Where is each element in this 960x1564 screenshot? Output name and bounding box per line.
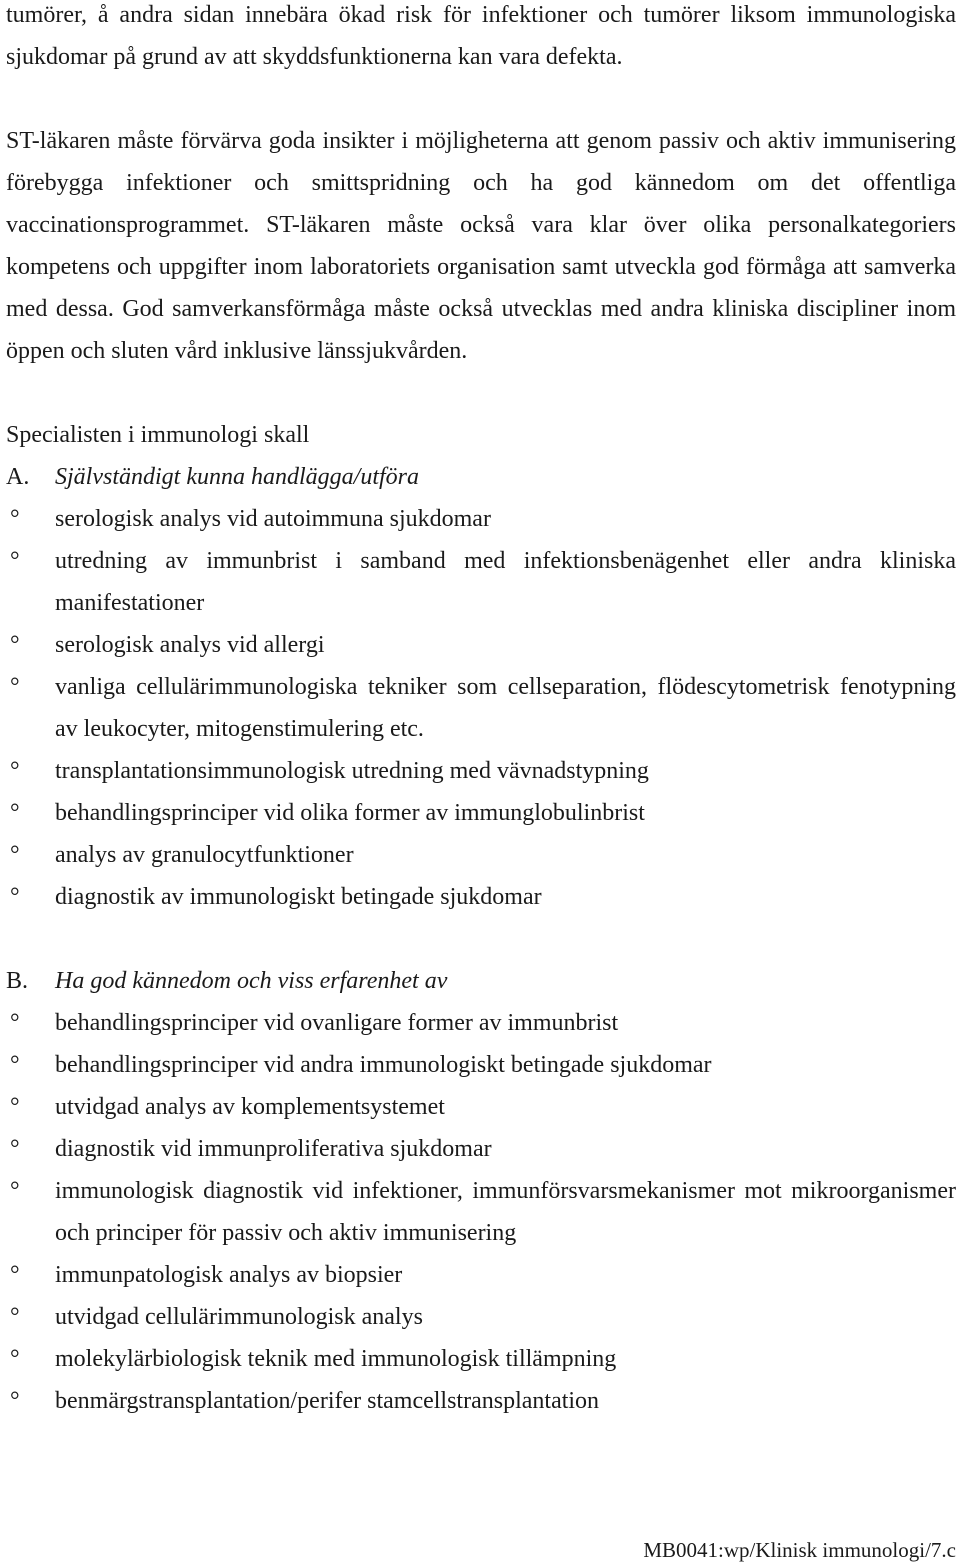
list-item [6,624,956,666]
list-item [6,750,956,792]
list-item-text: analys av granulocytfunktioner [55,842,354,868]
bullet-icon: ° [10,1304,20,1330]
list-item-text: transplantationsimmunologisk utredning med vävnadstypning [55,758,649,784]
bullet-icon: ° [10,506,20,532]
bullet-icon: ° [10,1010,20,1036]
list-item-text: diagnostik av immunologiskt betingade sjukdomar [55,884,542,910]
list-item-text: behandlingsprinciper vid andra immunologiskt betingade sjukdomar [55,1052,712,1078]
list-item-text: serologisk analys vid allergi [55,632,325,658]
st-lakaren-paragraph: ST-läkaren måste förvärva goda insikter i möjligheterna att genom passiv och aktiv immunisering förebygga infektioner och smittspridning och ha god kännedom om det offentliga vaccinationsprogrammet. ST-läkaren måste också vara klar över olika personalkategoriers kompetens och uppgifter inom laboratoriets organisation samt utveckla god förmåga att samverka med dessa. God samverkansförmåga måste också utvecklas med andra kliniska discipliner inom öppen och sluten vård inklusive länssjukvården. [6,128,956,364]
list-item [6,1044,956,1086]
bullet-icon: ° [10,842,20,868]
section-b-header [6,960,956,1002]
list-item [6,1254,956,1296]
page-footer: MB0041:wp/Klinisk immunologi/7.c [643,1538,956,1562]
list-item [6,1002,956,1044]
list-item [6,1296,956,1338]
bullet-icon: ° [10,1052,20,1078]
list-item-text: vanliga cellulärimmunologiska tekniker som cellseparation, flödescytometrisk fenotypning av leukocyter, mitogenstimulering etc. [55,674,956,742]
section-a-title: Självständigt kunna handlägga/utföra [55,464,419,490]
list-item [6,876,956,918]
list-item-text: utvidgad analys av komplementsystemet [55,1094,445,1120]
bullet-icon: ° [10,674,20,700]
list-item-text: utredning av immunbrist i samband med infektionsbenägenhet eller andra kliniska manifestationer [55,548,956,616]
list-item-text: serologisk analys vid autoimmuna sjukdomar [55,506,491,532]
list-item [6,1170,956,1254]
bullet-icon: ° [10,548,20,574]
section-a-list [6,498,956,918]
bullet-icon: ° [10,884,20,910]
list-item [6,792,956,834]
list-item-text: benmärgstransplantation/perifer stamcellstransplantation [55,1388,600,1414]
list-item-text: immunologisk diagnostik vid infektioner, immunförsvarsmekanismer mot mikroorganismer och principer för passiv och aktiv immunisering [55,1178,956,1246]
list-item [6,834,956,876]
list-item-text: molekylärbiologisk teknik med immunologisk tillämpning [55,1346,617,1372]
list-item [6,1086,956,1128]
bullet-icon: ° [10,758,20,784]
list-item-text: behandlingsprinciper vid olika former av immunglobulinbrist [55,800,645,826]
list-item [6,1338,956,1380]
list-item [6,1128,956,1170]
list-item-text: diagnostik vid immunproliferativa sjukdomar [55,1136,492,1162]
bullet-icon: ° [10,1262,20,1288]
intro-paragraph: tumörer, å andra sidan innebära ökad risk för infektioner och tumörer liksom immunologiska sjukdomar på grund av att skyddsfunktionerna kan vara defekta. [6,2,956,70]
section-a-letter: A. [6,464,30,490]
bullet-icon: ° [10,632,20,658]
bullet-icon: ° [10,800,20,826]
section-b-letter: B. [6,968,29,994]
bullet-icon: ° [10,1136,20,1162]
document-page [6,0,956,1422]
list-item-text: behandlingsprinciper vid ovanligare former av immunbrist [55,1010,619,1036]
bullet-icon: ° [10,1094,20,1120]
section-a [6,456,956,918]
list-item [6,498,956,540]
section-b-title: Ha god kännedom och viss erfarenhet av [55,968,448,994]
list-item-text: immunpatologisk analys av biopsier [55,1262,403,1288]
list-item [6,666,956,750]
list-item-text: utvidgad cellulärimmunologisk analys [55,1304,423,1330]
bullet-icon: ° [10,1388,20,1414]
list-item [6,1380,956,1422]
section-heading: Specialisten i immunologi skall [6,422,310,448]
section-b-list [6,1002,956,1422]
section-a-header [6,456,956,498]
list-item [6,540,956,624]
bullet-icon: ° [10,1178,20,1204]
bullet-icon: ° [10,1346,20,1372]
section-b [6,960,956,1422]
